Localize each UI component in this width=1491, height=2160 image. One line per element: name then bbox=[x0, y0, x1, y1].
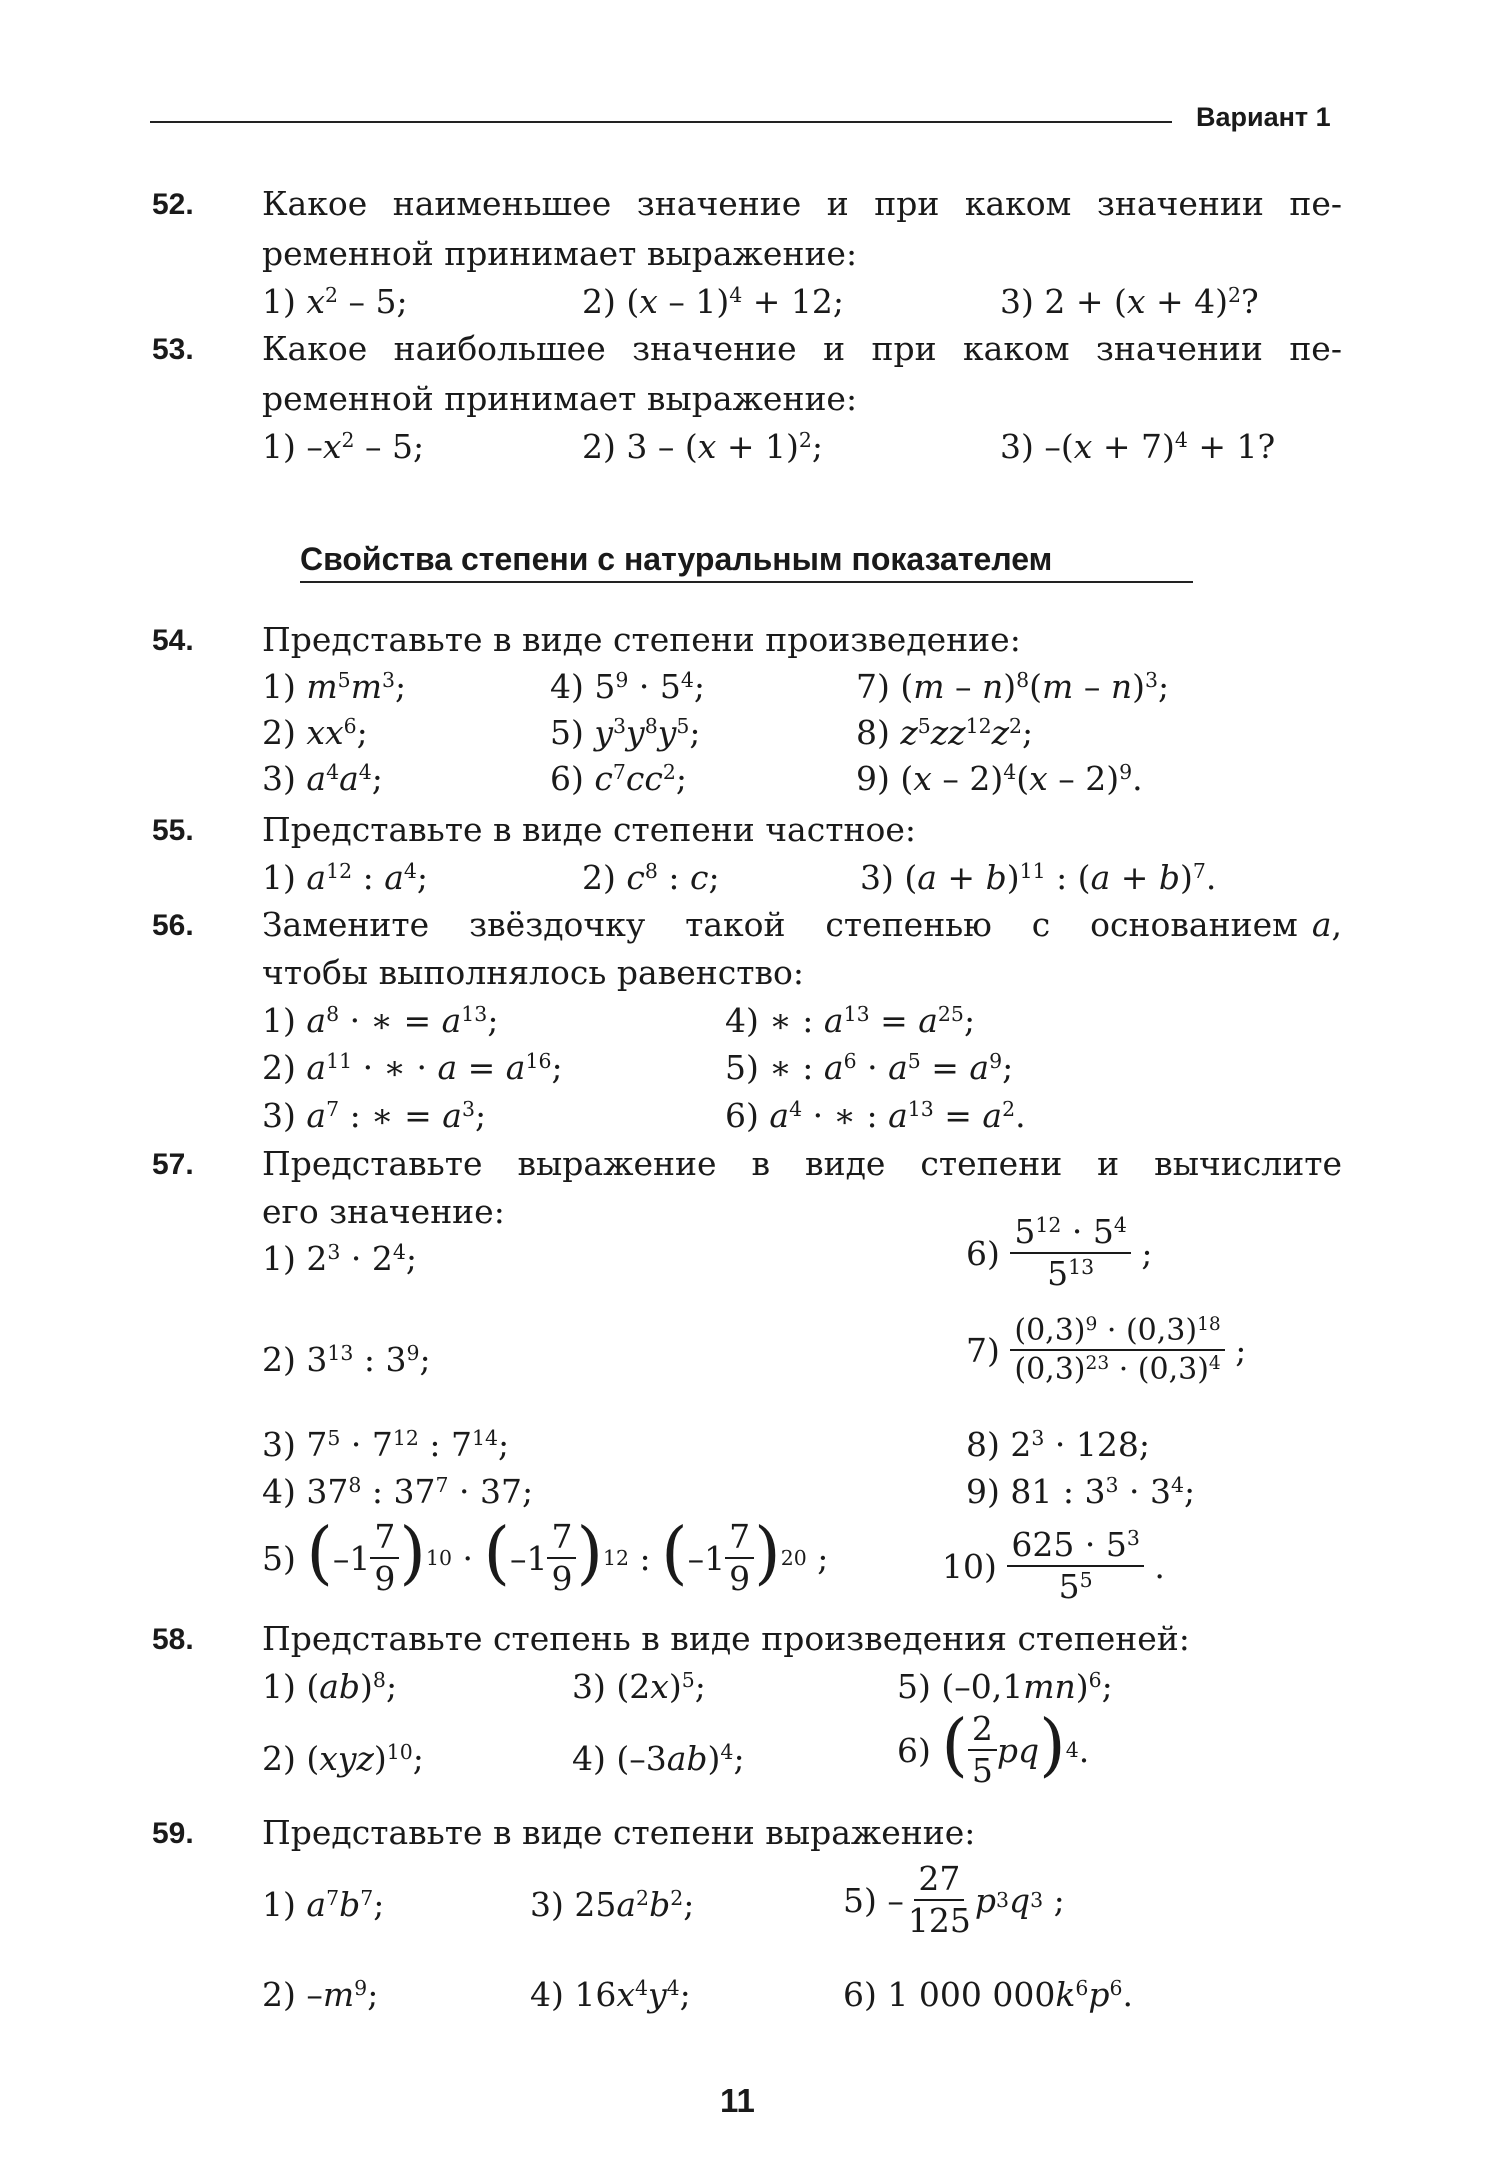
problem-56-item-2: 2) $a^{11}$ · ∗ · $a = a^{16}$; bbox=[262, 1048, 563, 1087]
problem-59-item-6: 6) 1 000 $000k^6p^6$. bbox=[843, 1975, 1133, 2014]
problem-57-text-line1: Представьте выражение в виде степени и вычислите bbox=[262, 1144, 1342, 1183]
problem-56-text-line1-words bbox=[262, 905, 1298, 944]
fraction: 7 9 bbox=[547, 1520, 576, 1596]
problem-58-item-6: 6) ( 2 5 pq ) 4 . bbox=[897, 1706, 1090, 1790]
problem-54-number: 54. bbox=[152, 624, 194, 657]
problem-57-item-1: 1) $2^3 \cdot 2^4$; bbox=[262, 1239, 417, 1278]
problem-59-text: Представьте в виде степени выражение: bbox=[262, 1813, 976, 1852]
problem-57-text-line2: его значение: bbox=[262, 1192, 505, 1231]
problem-57-item-5: 5) ( –1 7 9 ) 10 · ( –1 7 9 ) 12 : ( –1 7 9 ) 20 ; bbox=[262, 1514, 829, 1598]
problem-54-item-2: 2) $xx^6$; bbox=[262, 713, 368, 752]
problem-57-item-3: 3) $7^5 \cdot 7^{12}$ : $7^{14}$; bbox=[262, 1425, 510, 1464]
problem-56-item-6: 6) $a^4$ · ∗ : $a^{13} = a^2$. bbox=[725, 1096, 1026, 1135]
problem-59-item-2: 2) $-m^9$; bbox=[262, 1975, 379, 2014]
problem-55-number: 55. bbox=[152, 814, 194, 847]
problem-55-item-3: 3) $(a + b)^{11}$ : $(a + b)^7$. bbox=[860, 858, 1217, 897]
page-number: 11 bbox=[720, 2082, 755, 2119]
problem-55-text: Представьте в виде степени частное: bbox=[262, 810, 916, 849]
problem-58-item-1: 1) (ab)$^8$; bbox=[262, 1667, 398, 1706]
problem-56-item-4: 4) ∗ : $a^{13} = a^{25}$; bbox=[725, 1001, 976, 1040]
problem-54-text: Представьте в виде степени произведение: bbox=[262, 620, 1021, 659]
problem-54-item-3: 3) $a^4a^4$; bbox=[262, 759, 383, 798]
problem-55-item-2: 2) $c^8$ : c; bbox=[582, 858, 720, 897]
problem-54-item-1: 1) $m^5m^3$; bbox=[262, 667, 407, 706]
problem-52-item-1: 1) $x^2 - 5$; bbox=[262, 282, 408, 321]
problem-54-item-8: 8) $z^5zz^{12}z^2$; bbox=[856, 713, 1034, 752]
problem-53-number: 53. bbox=[152, 333, 194, 366]
problem-52-item-3: 3) $2 + (x + 4)^2$? bbox=[1000, 282, 1259, 321]
section-title-underline bbox=[300, 581, 1193, 583]
problem-58-item-2: 2) (xyz)$^{10}$; bbox=[262, 1739, 424, 1778]
fraction: 7 9 bbox=[370, 1520, 399, 1596]
problem-52-text-line2: ременной принимает выражение: bbox=[262, 234, 858, 273]
problem-58-item-4: 4) $(-3ab)^4$; bbox=[572, 1739, 745, 1778]
problem-55-item-1: 1) $a^{12}$ : $a^4$; bbox=[262, 858, 429, 897]
problem-57-item-7: 7) $(0,3)^9 \cdot (0,3)^{18}$ $(0,3)^{23} \cdot (0,3)^4$ ; bbox=[966, 1313, 1247, 1387]
word: такой bbox=[685, 905, 786, 944]
problem-58-number: 58. bbox=[152, 1623, 194, 1656]
problem-56-text-line2: чтобы выполнялось равенство: bbox=[262, 953, 805, 992]
problem-56-item-3: 3) $a^7$ : ∗ = $a^3$; bbox=[262, 1096, 487, 1135]
problem-58-text: Представьте степень в виде произведения степеней: bbox=[262, 1619, 1190, 1658]
problem-58-item-3: 3) $(2x)^5$; bbox=[572, 1667, 706, 1706]
problem-52-text-line1: Какое наименьшее значение и при каком значении пе- bbox=[262, 184, 1342, 223]
problem-59-item-3: 3) $25a^2b^2$; bbox=[530, 1885, 695, 1924]
fraction: $625 \cdot 5^3$ $5^5$ bbox=[1007, 1528, 1143, 1604]
problem-52-number: 52. bbox=[152, 188, 194, 221]
problem-57-item-9: 9) 81 : $3^3 \cdot 3^4$; bbox=[966, 1472, 1196, 1511]
problem-53-item-3: 3) $-(x + 7)^4 + 1$? bbox=[1000, 427, 1276, 466]
problem-56-number: 56. bbox=[152, 909, 194, 942]
problem-59-item-1: 1) $a^7b^7$; bbox=[262, 1885, 385, 1924]
problem-57-item-2: 2) $3^{13}$ : $3^9$; bbox=[262, 1340, 431, 1379]
fraction: $(0,3)^9 \cdot (0,3)^{18}$ $(0,3)^{23} \cdot (0,3)^4$ bbox=[1010, 1315, 1224, 1385]
word: Замените bbox=[262, 905, 430, 944]
problem-57-item-6: 6) $5^{12} \cdot 5^4$ $5^{13}$ ; bbox=[966, 1212, 1153, 1293]
problem-57-item-10: 10) $625 \cdot 5^3$ $5^5$ . bbox=[942, 1525, 1165, 1606]
fraction: 2 5 bbox=[968, 1712, 997, 1788]
word: звёздочку bbox=[469, 905, 646, 944]
variant-label: Вариант 1 bbox=[1196, 102, 1331, 132]
problem-56-base: a, bbox=[1311, 905, 1342, 944]
problem-54-item-9: 9) (x – 2)$^4$(x – 2)$^9$. bbox=[856, 759, 1143, 798]
fraction: $5^{12} \cdot 5^4$ $5^{13}$ bbox=[1010, 1215, 1131, 1291]
fraction: 7 9 bbox=[725, 1520, 754, 1596]
section-title: Свойства степени с натуральным показателем bbox=[300, 541, 1053, 577]
problem-54-item-6: 6) $c^7cc^2$; bbox=[550, 759, 687, 798]
problem-59-item-4: 4) $16x^4y^4$; bbox=[530, 1975, 691, 2014]
header-rule bbox=[150, 121, 1172, 123]
problem-56-item-1: 1) $a^8$ · ∗ = $a^{13}$; bbox=[262, 1001, 499, 1040]
problem-54-item-4: 4) $5^9 \cdot 5^4$; bbox=[550, 667, 705, 706]
problem-59-number: 59. bbox=[152, 1817, 194, 1850]
problem-57-item-8: 8) $2^3 \cdot 128$; bbox=[966, 1425, 1150, 1464]
problem-52-item-2: 2) (x – 1)$^4$ + 12; bbox=[582, 282, 844, 321]
word: основанием bbox=[1090, 905, 1298, 944]
problem-57-number: 57. bbox=[152, 1148, 194, 1181]
problem-56-text-line1 bbox=[262, 905, 1342, 944]
problem-53-item-1: 1) $-x^2 - 5$; bbox=[262, 427, 425, 466]
problem-54-item-5: 5) $y^3y^8y^5$; bbox=[550, 713, 701, 752]
problem-54-item-7: 7) (m – n)$^8$(m – n)$^3$; bbox=[856, 667, 1170, 706]
problem-59-item-5: 5) – 27 125 p 3 q 3 ; bbox=[843, 1859, 1065, 1940]
problem-53-text-line1: Какое наибольшее значение и при каком значении пе- bbox=[262, 329, 1342, 368]
problem-57-item-4: 4) $37^8$ : $37^7 \cdot 37$; bbox=[262, 1472, 534, 1511]
problem-56-item-5: 5) ∗ : $a^6 \cdot a^5 = a^9$; bbox=[725, 1048, 1014, 1087]
word: с bbox=[1031, 905, 1051, 944]
word: степенью bbox=[825, 905, 992, 944]
problem-53-item-2: 2) $3 - (x + 1)^2$; bbox=[582, 427, 823, 466]
fraction: 27 125 bbox=[907, 1859, 971, 1940]
problem-58-item-5: 5) $(-0,1mn)^6$; bbox=[897, 1667, 1113, 1706]
problem-53-text-line2: ременной принимает выражение: bbox=[262, 379, 858, 418]
